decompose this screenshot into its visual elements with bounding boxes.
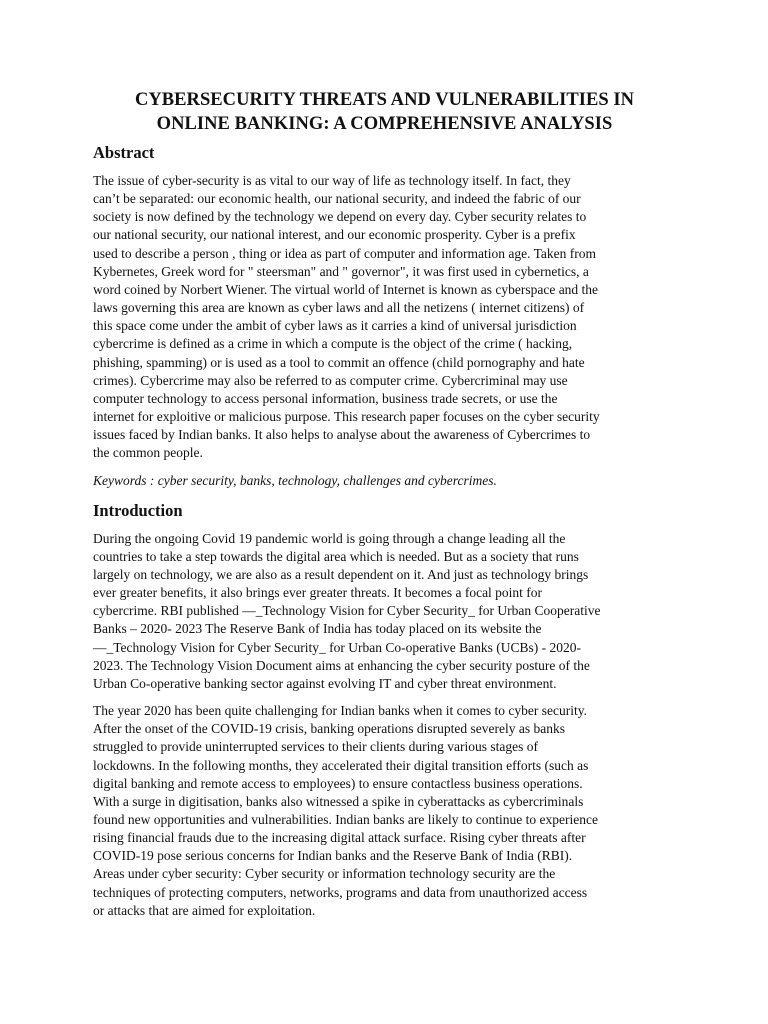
text-line: cybercrime. RBI published —_Technology Vision for Cyber Security_ for Urban Cooperative [93,603,601,619]
text-line: lockdowns. In the following months, they accelerated their digital transition efforts (such as [93,757,589,773]
text-line: Urban Co-operative banking sector against evolving IT and cyber threat environment. [93,675,557,691]
text-line: computer technology to access personal information, business trade secrets, or use the [93,390,558,406]
text-line: society is now defined by the technology we depend on every day. Cyber security relates to [93,209,587,225]
text-line: word coined by Norbert Wiener. The virtual world of Internet is known as cyberspace and the [93,281,599,297]
abstract-paragraph [93,172,676,463]
paper-title-line: ONLINE BANKING: A COMPREHENSIVE ANALYSIS [156,114,613,134]
text-line: The issue of cyber-security is as vital to our way of life as technology itself. In fact, they [93,173,571,188]
text-line: phishing, spamming) or is used as a tool to commit an offence (child pornography and hate [93,354,585,370]
text-line: struggled to provide uninterrupted services to their clients during various stages of [93,739,539,755]
text-line: Banks – 2020- 2023 The Reserve Bank of India has today placed on its website the [93,621,542,637]
text-line: COVID-19 pose serious concerns for Indian banks and the Reserve Bank of India (RBI). [93,848,573,864]
text-line: digital banking and remote access to employees) to ensure contactless business operations. [93,775,583,791]
text-line: With a surge in digitisation, banks also witnessed a spike in cyberattacks as cybercriminals [93,793,584,809]
keywords-line: Keywords : cyber security, banks, technology, challenges and cybercrimes. [93,472,497,488]
abstract-heading: Abstract [93,143,155,162]
text-line: Areas under cyber security: Cyber security or information technology security are the [93,866,556,882]
text-line: internet for exploitive or malicious purpose. This research paper focuses on the cyber security [93,409,600,425]
text-line: Kybernetes, Greek word for " steersman" and " governor", it was first used in cybernetics, a [93,263,589,279]
introduction-paragraph-1 [93,530,676,693]
text-line: issues faced by Indian banks. It also helps to analyse about the awareness of Cybercrimes to [93,427,591,443]
text-line: countries to take a step towards the digital area which is needed. But as a society that runs [93,548,579,564]
text-line: the common people. [93,445,203,461]
text-line: rising financial frauds due to the increasing digital attack surface. Rising cyber threats after [93,830,586,846]
text-line: this space come under the ambit of cyber laws as it carries a kind of universal jurisdiction [93,318,577,334]
introduction-heading: Introduction [93,500,183,520]
text-line: found new opportunities and vulnerabilities. Indian banks are likely to continue to experience [93,812,598,827]
text-line: The year 2020 has been quite challenging for Indian banks when it comes to cyber security. [93,703,587,719]
paper-title-line: CYBERSECURITY THREATS AND VULNERABILITIES IN [134,90,635,110]
text-line: techniques of protecting computers, networks, programs and data from unauthorized access [93,884,588,900]
text-line: our national security, our national interest, and our economic prosperity. Cyber is a prefix [93,227,576,243]
text-line: After the onset of the COVID-19 crisis, banking operations disrupted severely as banks [93,721,566,737]
text-line: can’t be separated: our economic health, our national security, and indeed the fabric of our [93,191,581,207]
text-line: 2023. The Technology Vision Document aims at enhancing the cyber security posture of the [93,657,590,673]
paper-title [93,88,676,136]
text-line: laws governing this area are known as cyber laws and all the netizens ( internet citizens) of [93,300,585,316]
text-line: —_Technology Vision for Cyber Security_ for Urban Co-operative Banks (UCBs) - 2020- [93,639,582,655]
text-line: crimes). Cybercrime may also be referred to as computer crime. Cybercriminal may use [93,372,568,388]
text-line: During the ongoing Covid 19 pandemic world is going through a change leading all the [93,530,566,546]
text-line: largely on technology, we are also as a result dependent on it. And just as technology brings [93,566,589,582]
text-line: ever greater benefits, it also brings ever greater threats. It becomes a focal point for [93,585,543,601]
text-line: or attacks that are aimed for exploitation. [93,902,316,918]
introduction-paragraph-2 [93,702,676,920]
text-line: used to describe a person , thing or idea as part of computer and information age. Taken from [93,245,597,261]
text-line: cybercrime is defined as a crime in which a compute is the object of the crime ( hacking, [93,336,573,352]
